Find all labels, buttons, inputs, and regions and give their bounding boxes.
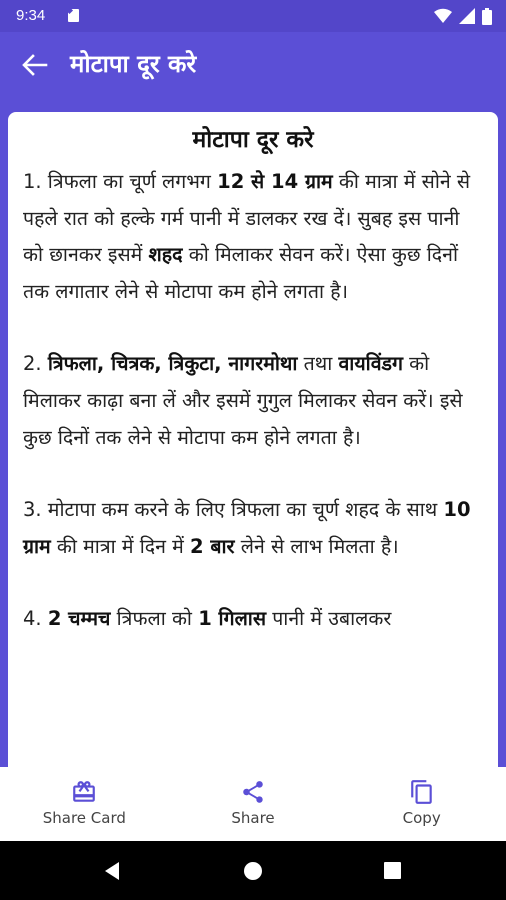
share-icon	[240, 779, 266, 805]
highlighted-text: 12 से 14 ग्राम	[217, 170, 333, 193]
card-title: मोटापा दूर करे	[192, 127, 314, 153]
remedy-paragraph	[23, 346, 484, 456]
wifi-icon	[434, 8, 452, 24]
share-button[interactable]	[169, 767, 338, 841]
paragraph-text: लेने से लाभ मिलता है।	[234, 534, 399, 558]
paragraph-text: 1. त्रिफला का चूर्ण लगभग	[23, 170, 218, 193]
paragraph-text: तथा	[297, 352, 339, 376]
share-card-label: Share Card	[42, 809, 126, 827]
highlighted-text: 2 चम्मच	[47, 607, 111, 631]
paragraph-text: पानी में उबालकर	[266, 607, 392, 631]
content-card	[8, 112, 498, 812]
battery-icon	[482, 8, 492, 25]
paragraph-text: को मिलाकर काढ़ा बना लें और इसमें गुगुल मिलाकर सेवन करें। इसे कुछ दिनों तक लेने से मोटापा कम होने लगता है।	[23, 352, 463, 449]
app-bar-title: मोटापा दूर करे	[70, 50, 197, 78]
highlighted-text: 10 ग्राम	[23, 498, 471, 558]
share-label: Share	[231, 809, 275, 827]
card-giftcard-icon	[71, 779, 97, 805]
signal-icon	[459, 8, 475, 24]
highlighted-text: वायविंडग	[338, 352, 403, 376]
sd-card-icon	[68, 9, 79, 22]
nav-home-icon[interactable]	[243, 861, 263, 881]
highlighted-text: त्रिफला, चित्रक, त्रिकुटा, नागरमोथा	[47, 352, 298, 376]
paragraph-text: 2.	[23, 352, 48, 376]
card-body	[8, 154, 498, 638]
paragraph-text: त्रिफला को	[110, 607, 199, 631]
status-time: 9:34	[16, 7, 46, 24]
copy-label: Copy	[402, 809, 441, 827]
highlighted-text: 1 गिलास	[198, 607, 267, 631]
nav-recents-icon[interactable]	[384, 861, 402, 881]
back-arrow-icon[interactable]	[20, 52, 48, 78]
paragraph-text: को मिलाकर सेवन करें। ऐसा कुछ दिनों तक लगातार लेने से मोटापा कम होने लगता है।	[23, 243, 459, 303]
paragraph-text: 3. मोटापा कम करने के लिए त्रिफला का चूर्ण शहद के साथ	[23, 498, 444, 522]
highlighted-text: शहद	[148, 243, 183, 267]
remedy-paragraph	[23, 164, 484, 310]
remedy-paragraph	[23, 492, 484, 565]
share-card-button[interactable]	[0, 767, 169, 841]
nav-back-icon[interactable]	[102, 861, 122, 881]
copy-icon	[409, 779, 435, 805]
app-bar	[0, 32, 506, 98]
bottom-action-bar	[0, 767, 506, 841]
status-bar	[0, 0, 506, 32]
paragraph-text: 4.	[23, 607, 48, 631]
paragraph-text: की मात्रा में दिन में	[50, 534, 191, 558]
system-navigation-bar	[0, 841, 506, 900]
copy-button[interactable]	[337, 767, 506, 841]
paragraph-text: की मात्रा में सोने से पहले रात को हल्के गर्म पानी में डालकर रख दें। सुबह इस पानी को छानकर इसमें	[23, 170, 471, 267]
remedy-paragraph	[23, 601, 484, 638]
highlighted-text: 2 बार	[190, 534, 235, 558]
system-icons	[434, 6, 492, 26]
